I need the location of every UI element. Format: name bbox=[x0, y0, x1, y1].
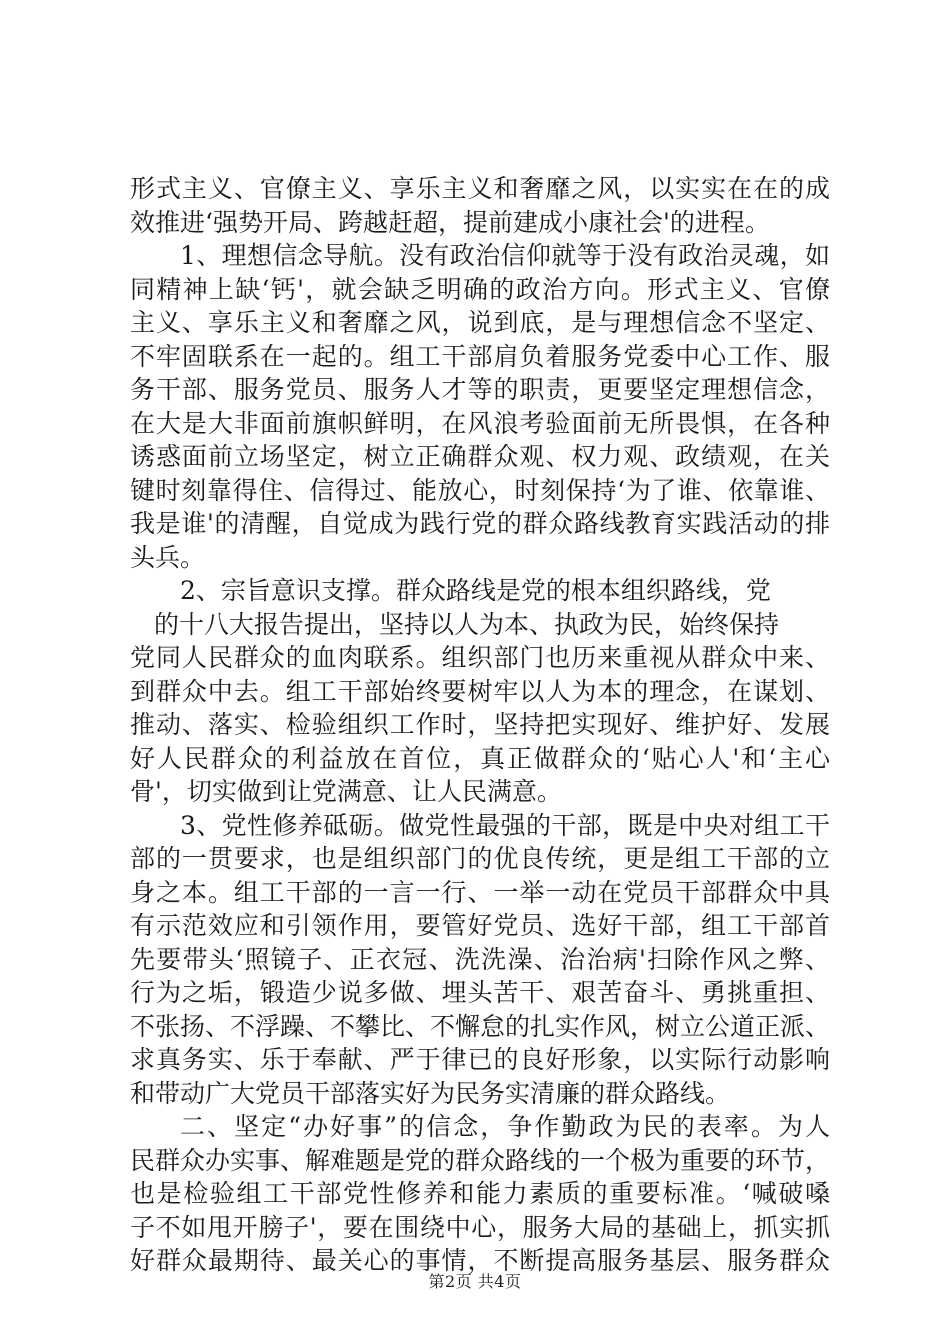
text-line: 形式主义、官僚主义、享乐主义和奢靡之风，以实实在在的成 bbox=[130, 174, 830, 203]
text-line: 有示范效应和引领作用，要管好党员、选好干部，组工干部首 bbox=[130, 911, 830, 940]
page-footer bbox=[0, 1269, 950, 1292]
text-line: 先要带头‘照镜子、正衣冠、洗洗澡、治治病'扫除作风之弊、 bbox=[130, 944, 830, 974]
text-line: 头兵。 bbox=[130, 542, 206, 572]
text-line: 行为之垢，锻造少说多做、埋头苦干、艰苦奋斗、勇挑重担、 bbox=[130, 978, 830, 1007]
text-line: 子不如甩开膀子'，要在围绕中心，服务大局的基础上，抓实抓 bbox=[130, 1212, 830, 1242]
body-text bbox=[130, 172, 830, 1278]
paragraph-start-line: 3、党性修养砥砺。做党性最强的干部，既是中央对组工干 bbox=[180, 810, 830, 840]
paragraph-start-line: 二、坚定“办好事”的信念，争作勤政为民的表率。为人 bbox=[180, 1112, 830, 1141]
page-number: 第2页 bbox=[428, 1272, 473, 1291]
text-line: 身之本。组工干部的一言一行、一举一动在党员干部群众中具 bbox=[130, 877, 830, 907]
text-line: 同精神上缺‘钙'，就会缺乏明确的政治方向。形式主义、官僚 bbox=[130, 274, 830, 304]
text-line: 好群众最期待、最关心的事情，不断提高服务基层、服务群众 bbox=[130, 1246, 830, 1275]
text-line: 诱惑面前立场坚定，树立正确群众观、权力观、政绩观，在关 bbox=[130, 442, 830, 471]
text-line: 部的一贯要求，也是组织部门的优良传统，更是组工干部的立 bbox=[130, 844, 830, 873]
text-line: 不牢固联系在一起的。组工干部肩负着服务党委中心工作、服 bbox=[130, 341, 830, 371]
paragraph-start-line: 2、宗旨意识支撑。群众路线是党的根本组织路线，党 bbox=[180, 576, 771, 605]
text-line: 在大是大非面前旗帜鲜明，在风浪考验面前无所畏惧，在各种 bbox=[130, 408, 830, 438]
text-line: 主义、享乐主义和奢靡之风，说到底，是与理想信念不坚定、 bbox=[130, 308, 830, 337]
text-line: 求真务实、乐于奉献、严于律已的良好形象，以实际行动影响 bbox=[130, 1045, 830, 1074]
text-line: 不张扬、不浮躁、不攀比、不懈怠的扎实作风，树立公道正派、 bbox=[130, 1011, 831, 1041]
text-line: 的十八大报告提出，坚持以人为本、执政为民，始终保持 bbox=[154, 609, 780, 639]
text-line: 我是谁'的清醒，自觉成为践行党的群众路线教育实践活动的排 bbox=[130, 509, 830, 538]
text-line: 务干部、服务党员、服务人才等的职责，更要坚定理想信念， bbox=[130, 375, 830, 404]
paragraph-start-line: 1、理想信念导航。没有政治信仰就等于没有政治灵魂，如 bbox=[180, 241, 830, 270]
text-line: 民群众办实事、解难题是党的群众路线的一个极为重要的环节， bbox=[130, 1145, 831, 1175]
text-line: 效推进‘强势开局、跨越赶超，提前建成小康社会'的进程。 bbox=[130, 207, 770, 237]
text-line: 和带动广大党员干部落实好为民务实清廉的群众路线。 bbox=[130, 1078, 731, 1108]
text-line: 推动、落实、检验组织工作时，坚持把实现好、维护好、发展 bbox=[130, 710, 830, 739]
text-line: 骨'，切实做到让党满意、让人民满意。 bbox=[130, 777, 562, 806]
text-line: 也是检验组工干部党性修养和能力素质的重要标准。‘喊破嗓 bbox=[130, 1179, 830, 1208]
text-line: 键时刻靠得住、信得过、能放心，时刻保持‘为了谁、依靠谁、 bbox=[130, 475, 830, 505]
text-line: 好人民群众的利益放在首位，真正做群众的‘贴心人'和‘主心 bbox=[130, 743, 830, 773]
text-line: 党同人民群众的血肉联系。组织部门也历来重视从群众中来、 bbox=[130, 643, 830, 672]
page-total: 共4页 bbox=[477, 1272, 522, 1291]
text-line: 到群众中去。组工干部始终要树牢以人为本的理念，在谋划、 bbox=[130, 676, 830, 706]
